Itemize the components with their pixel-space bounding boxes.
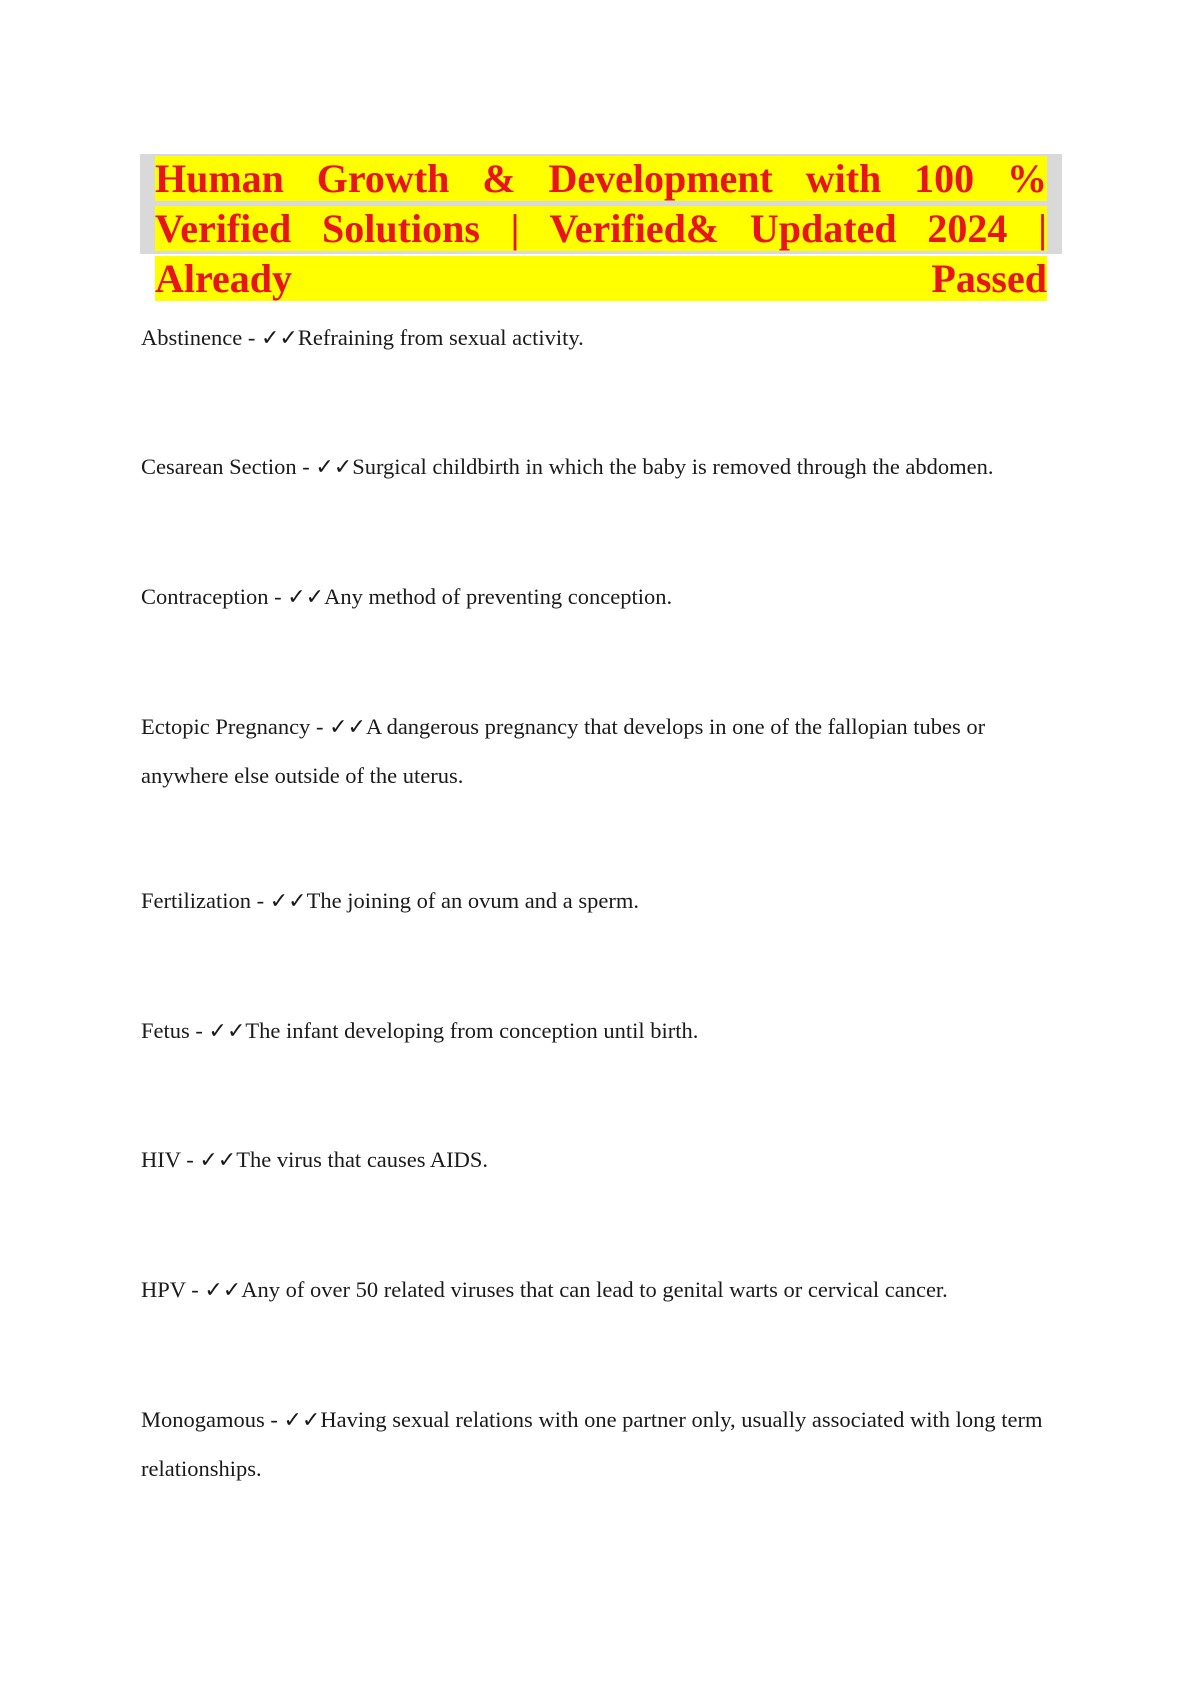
entry-separator: - [180,1147,200,1172]
check-marks-icon: ✓✓ [260,326,298,351]
entry-term: Cesarean Section [141,454,297,479]
glossary-entry [141,1266,1061,1315]
entry-term: Fertilization [141,888,251,913]
glossary-entry [141,314,1061,363]
entry-definition: The joining of an ovum and a sperm. [306,888,640,913]
entry-separator: - [310,714,330,739]
entry-term: Contraception [141,584,269,609]
entry-term: HPV [141,1277,186,1302]
entry-definition: Any method of preventing conception. [324,584,673,609]
check-marks-icon: ✓✓ [208,1019,246,1044]
entry-separator: - [296,454,316,479]
check-marks-icon: ✓✓ [199,1148,237,1173]
entry-term: Fetus [141,1018,190,1043]
glossary-entry [141,877,1061,926]
check-marks-icon: ✓✓ [269,889,307,914]
entry-definition: Surgical childbirth in which the baby is removed through the abdomen. [352,454,994,479]
entry-separator: - [185,1277,205,1302]
entry-term: Abstinence [141,325,243,350]
entry-separator: - [250,888,270,913]
entry-definition: The virus that causes AIDS. [236,1147,489,1172]
entry-separator: - [189,1018,209,1043]
entry-definition: The infant developing from conception until birth. [245,1018,699,1043]
entry-definition: A dangerous pregnancy that develops in one of the fallopian tubes or anywhere else outside of the uterus. [141,714,986,788]
entry-term: HIV [141,1147,181,1172]
glossary-entry [141,703,1061,800]
check-marks-icon: ✓✓ [204,1278,242,1303]
check-marks-icon: ✓✓ [283,1408,321,1433]
glossary-entry [141,1396,1061,1493]
check-marks-icon: ✓✓ [315,455,353,480]
glossary-entry [141,1007,1061,1056]
check-marks-icon: ✓✓ [329,715,366,740]
glossary-entry [141,443,1061,492]
glossary-entry [141,573,1061,622]
document-title [155,154,1047,304]
entry-definition: Any of over 50 related viruses that can lead to genital warts or cervical cancer. [241,1277,948,1302]
entry-separator: - [268,584,288,609]
glossary-entry [141,1136,1061,1185]
entry-definition: Refraining from sexual activity. [297,325,584,350]
entry-term: Ectopic Pregnancy [141,714,311,739]
check-marks-icon: ✓✓ [287,585,325,610]
entry-term: Monogamous [141,1407,265,1432]
entry-definition: Having sexual relations with one partner only, usually associated with long term relationships. [141,1407,1043,1481]
document-title-text: Human Growth & Development with 100 % Verified Solutions | Verified& Updated 2024 | Already Passed [155,156,1047,301]
entry-separator: - [264,1407,284,1432]
entry-separator: - [242,325,261,350]
